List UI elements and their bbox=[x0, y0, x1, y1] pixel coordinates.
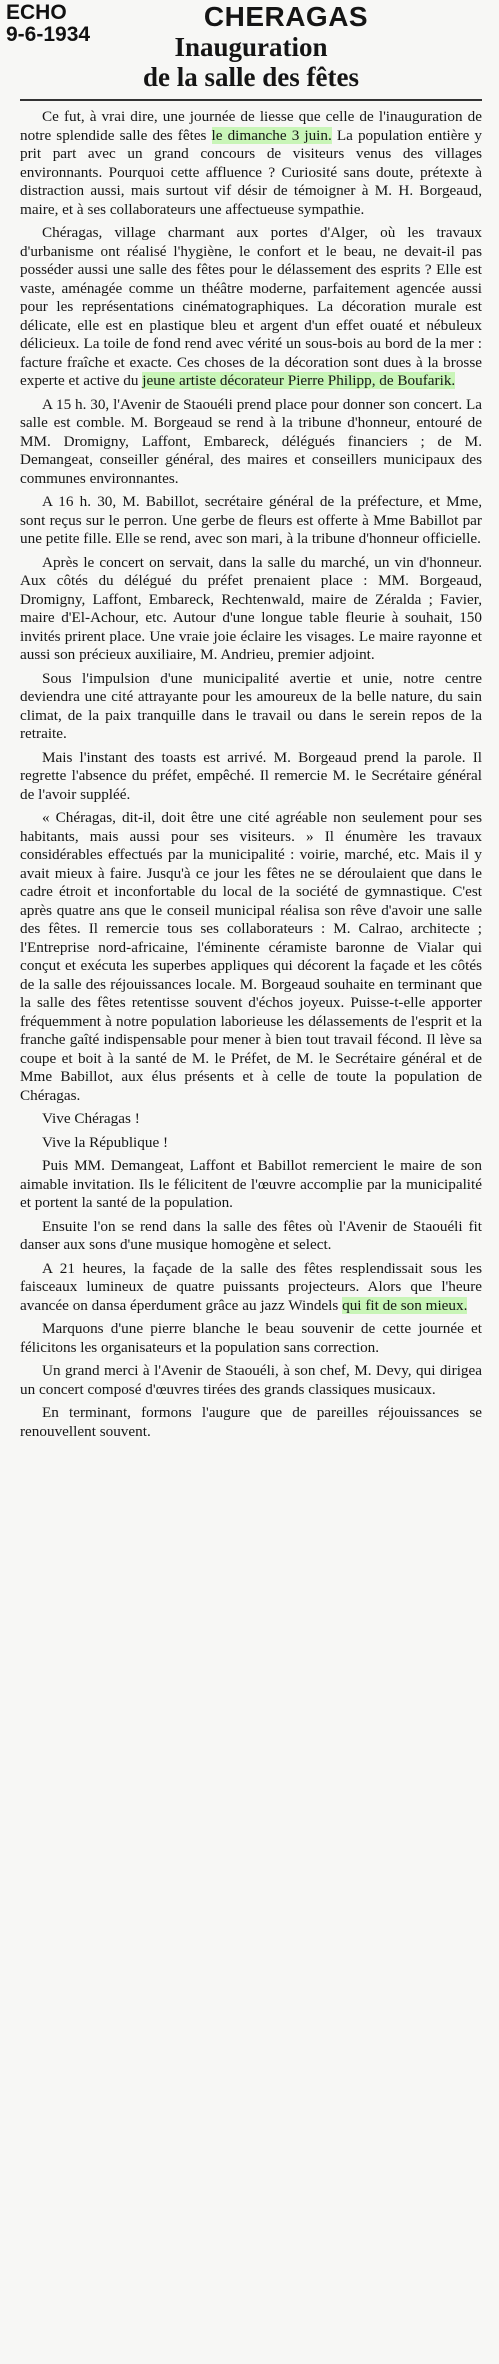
article-paragraph bbox=[20, 108, 482, 219]
highlighted-text: jeune artiste décorateur Pierre Philipp, de Boufarik. bbox=[142, 372, 456, 389]
paragraph-text: Un grand merci à l'Avenir de Staouéli, à son chef, M. Devy, qui dirigea un concert composé d'œuvres tirées des grands classiques musicaux. bbox=[20, 1362, 482, 1398]
paragraph-text: A 21 heures, la façade de la salle des fêtes resplendissait sous les faisceaux lumineux de quatre puissants projecteurs. Alors que l'heure avancée on dansa éperdument grâce au jazz Windels bbox=[20, 1259, 482, 1314]
paragraph-text: « Chéragas, dit-il, doit être une cité agréable non seulement pour ses habitants, mais aussi pour ses visiteurs. » Il énumère les travaux considérables effectués par la municipalité : voirie, marché, etc. Mais il y avait mieux à faire. Jusqu'à ce jour les fêtes ne se déroulaient que dans le cadre étroit et inconfortable du local de la société de gymnastique. C'est après quatre ans que le conseil municipal réalisa son rêve d'avoir une salle des fêtes. Il remercie tous ses collaborateurs : M. Calrao, architecte ; l'Entreprise nord-africaine, l'éminente céramiste baronne de Vialar qui conçut et exécuta les superbes appliques qui décorent la façade et les côtés de la salle des réjouissances locale. M. Borgeaud souhaite en terminant que la salle des fêtes retentisse souvent d'échos joyeux. Puisse-t-elle apporter fréquemment à notre population laborieuse les délassements de l'esprit et la franche gaîté indispensable pour mener à bien tout travail fécond. Il lève sa coupe et boit à la santé de M. le Préfet, de M. le Secrétaire général et de Mme Babillot, aux élus présents et à celle de toute la population de Chéragas. bbox=[20, 809, 482, 1104]
article-paragraph bbox=[20, 396, 482, 489]
paragraph-text: En terminant, formons l'augure que de pareilles réjouissances se renouvellent souvent. bbox=[20, 1404, 482, 1440]
article-paragraph bbox=[20, 749, 482, 805]
article-paragraph bbox=[20, 1218, 482, 1255]
headline-title-line1: Inauguration bbox=[174, 32, 328, 62]
article-paragraph bbox=[20, 670, 482, 744]
article-paragraph bbox=[20, 809, 482, 1105]
article-body bbox=[20, 108, 482, 1441]
paragraph-text: Ce fut, à vrai dire, une journée de liesse que celle de l'inauguration de notre splendide salle des fêtes bbox=[20, 108, 482, 144]
headline-title-line2: de la salle des fêtes bbox=[143, 62, 359, 92]
paragraph-text: Vive Chéragas ! bbox=[42, 1110, 140, 1127]
paragraph-text: Chéragas, village charmant aux portes d'Alger, où les travaux d'urbanisme ont réalisé l'hygiène, le confort et le beau, ne devait-il pas posséder aussi une salle des fêtes pour le délassement des esprits ? Elle est vaste, aménagée comme un théâtre moderne, parfaitement agencée aussi pour les représentations cinématographiques. La décoration murale est délicate, elle est en plastique bleu et argent d'un effet ouaté et nébuleux délicieux. La toile de fond rend avec vérité un sous-bois au bord de la mer : facture fraîche et exacte. Ces choses de la décoration sont dues à la brosse experte et active du bbox=[20, 224, 482, 389]
paragraph-text: Ensuite l'on se rend dans la salle des fêtes où l'Avenir de Staouéli fit danser aux sons d'une musique homogène et select. bbox=[20, 1217, 482, 1253]
article-paragraph bbox=[20, 1362, 482, 1399]
paragraph-text: Mais l'instant des toasts est arrivé. M. Borgeaud prend la parole. Il regrette l'absence du préfet, empêché. Il remercie M. le Secrétaire général de l'avoir suppléé. bbox=[20, 748, 482, 803]
source-date: 9-6-1934 bbox=[6, 23, 91, 46]
article-paragraph bbox=[20, 1320, 482, 1357]
article-paragraph bbox=[20, 1404, 482, 1441]
paragraph-text: Vive la République ! bbox=[42, 1133, 169, 1151]
paragraph-text: Sous l'impulsion d'une municipalité avertie et unie, notre centre deviendra une cité attrayante pour les amoureux de la belle nature, du sain climat, de la paix tranquille dans le travail ou dans le serein repos de la retraite. bbox=[20, 669, 482, 742]
paragraph-text: A 15 h. 30, l'Avenir de Staouéli prend place pour donner son concert. La salle est comble. M. Borgeaud se rend à la tribune d'honneur, entouré de MM. Dromigny, Laffont, Embareck, délégués financiers ; de M. Demangeat, conseiller général, des maires et conseillers municipaux des communes environnantes. bbox=[20, 395, 482, 487]
paragraph-text: Marquons d'une pierre blanche le beau souvenir de cette journée et félicitons les organisateurs et la population sans correction. bbox=[20, 1320, 482, 1356]
paragraph-text: La population entière y prit part avec un grand concours de visiteurs venus des villages environnants. Pourquoi cette affluence ? Curiosité sans doute, prétexte à distraction aussi, mais surtout vif désir de témoigner à M. H. Borgeaud, maire, et à ses collaborateurs une affectueuse sympathie. bbox=[20, 126, 482, 218]
paragraph-text: Puis MM. Demangeat, Laffont et Babillot remercient le maire de son aimable invitation. Ils le félicitent de l'œuvre accomplie par la municipalité et portent la santé de la population. bbox=[20, 1157, 482, 1211]
article-paragraph bbox=[20, 1110, 482, 1129]
source-name: ECHO bbox=[6, 1, 67, 24]
article-column bbox=[20, 2, 482, 1446]
highlighted-text: qui fit de son mieux. bbox=[342, 1296, 468, 1314]
article-paragraph bbox=[20, 493, 482, 549]
headline-city: CHERAGAS bbox=[203, 1, 369, 32]
article-paragraph bbox=[20, 554, 482, 665]
highlighted-text: le dimanche 3 juin. bbox=[211, 126, 332, 144]
article-paragraph bbox=[20, 224, 482, 391]
article-paragraph bbox=[20, 1134, 482, 1153]
headline-divider bbox=[20, 99, 482, 101]
article-paragraph bbox=[20, 1157, 482, 1213]
paragraph-text: A 16 h. 30, M. Babillot, secrétaire général de la préfecture, et Mme, sont reçus sur le perron. Une gerbe de fleurs est offerte à Mme Babillot par une petite fille. Elle se rend, avec son mari, à la tribune d'honneur officielle. bbox=[20, 493, 482, 547]
paragraph-text: Après le concert on servait, dans la salle du marché, un vin d'honneur. Aux côtés du délégué du préfet prenaient place : MM. Borgeaud, Dromigny, Laffont, Embareck, Rechtenwald, maire de Zéralda ; Favier, maire d'El-Achour, etc. Autour d'une longue table fleurie à souhait, 150 invités prirent place. Une vraie joie éclaire les visages. Le maire rayonne et aussi son précieux auxiliaire, M. Andrieu, premier adjoint. bbox=[20, 553, 482, 663]
article-paragraph bbox=[20, 1260, 482, 1316]
